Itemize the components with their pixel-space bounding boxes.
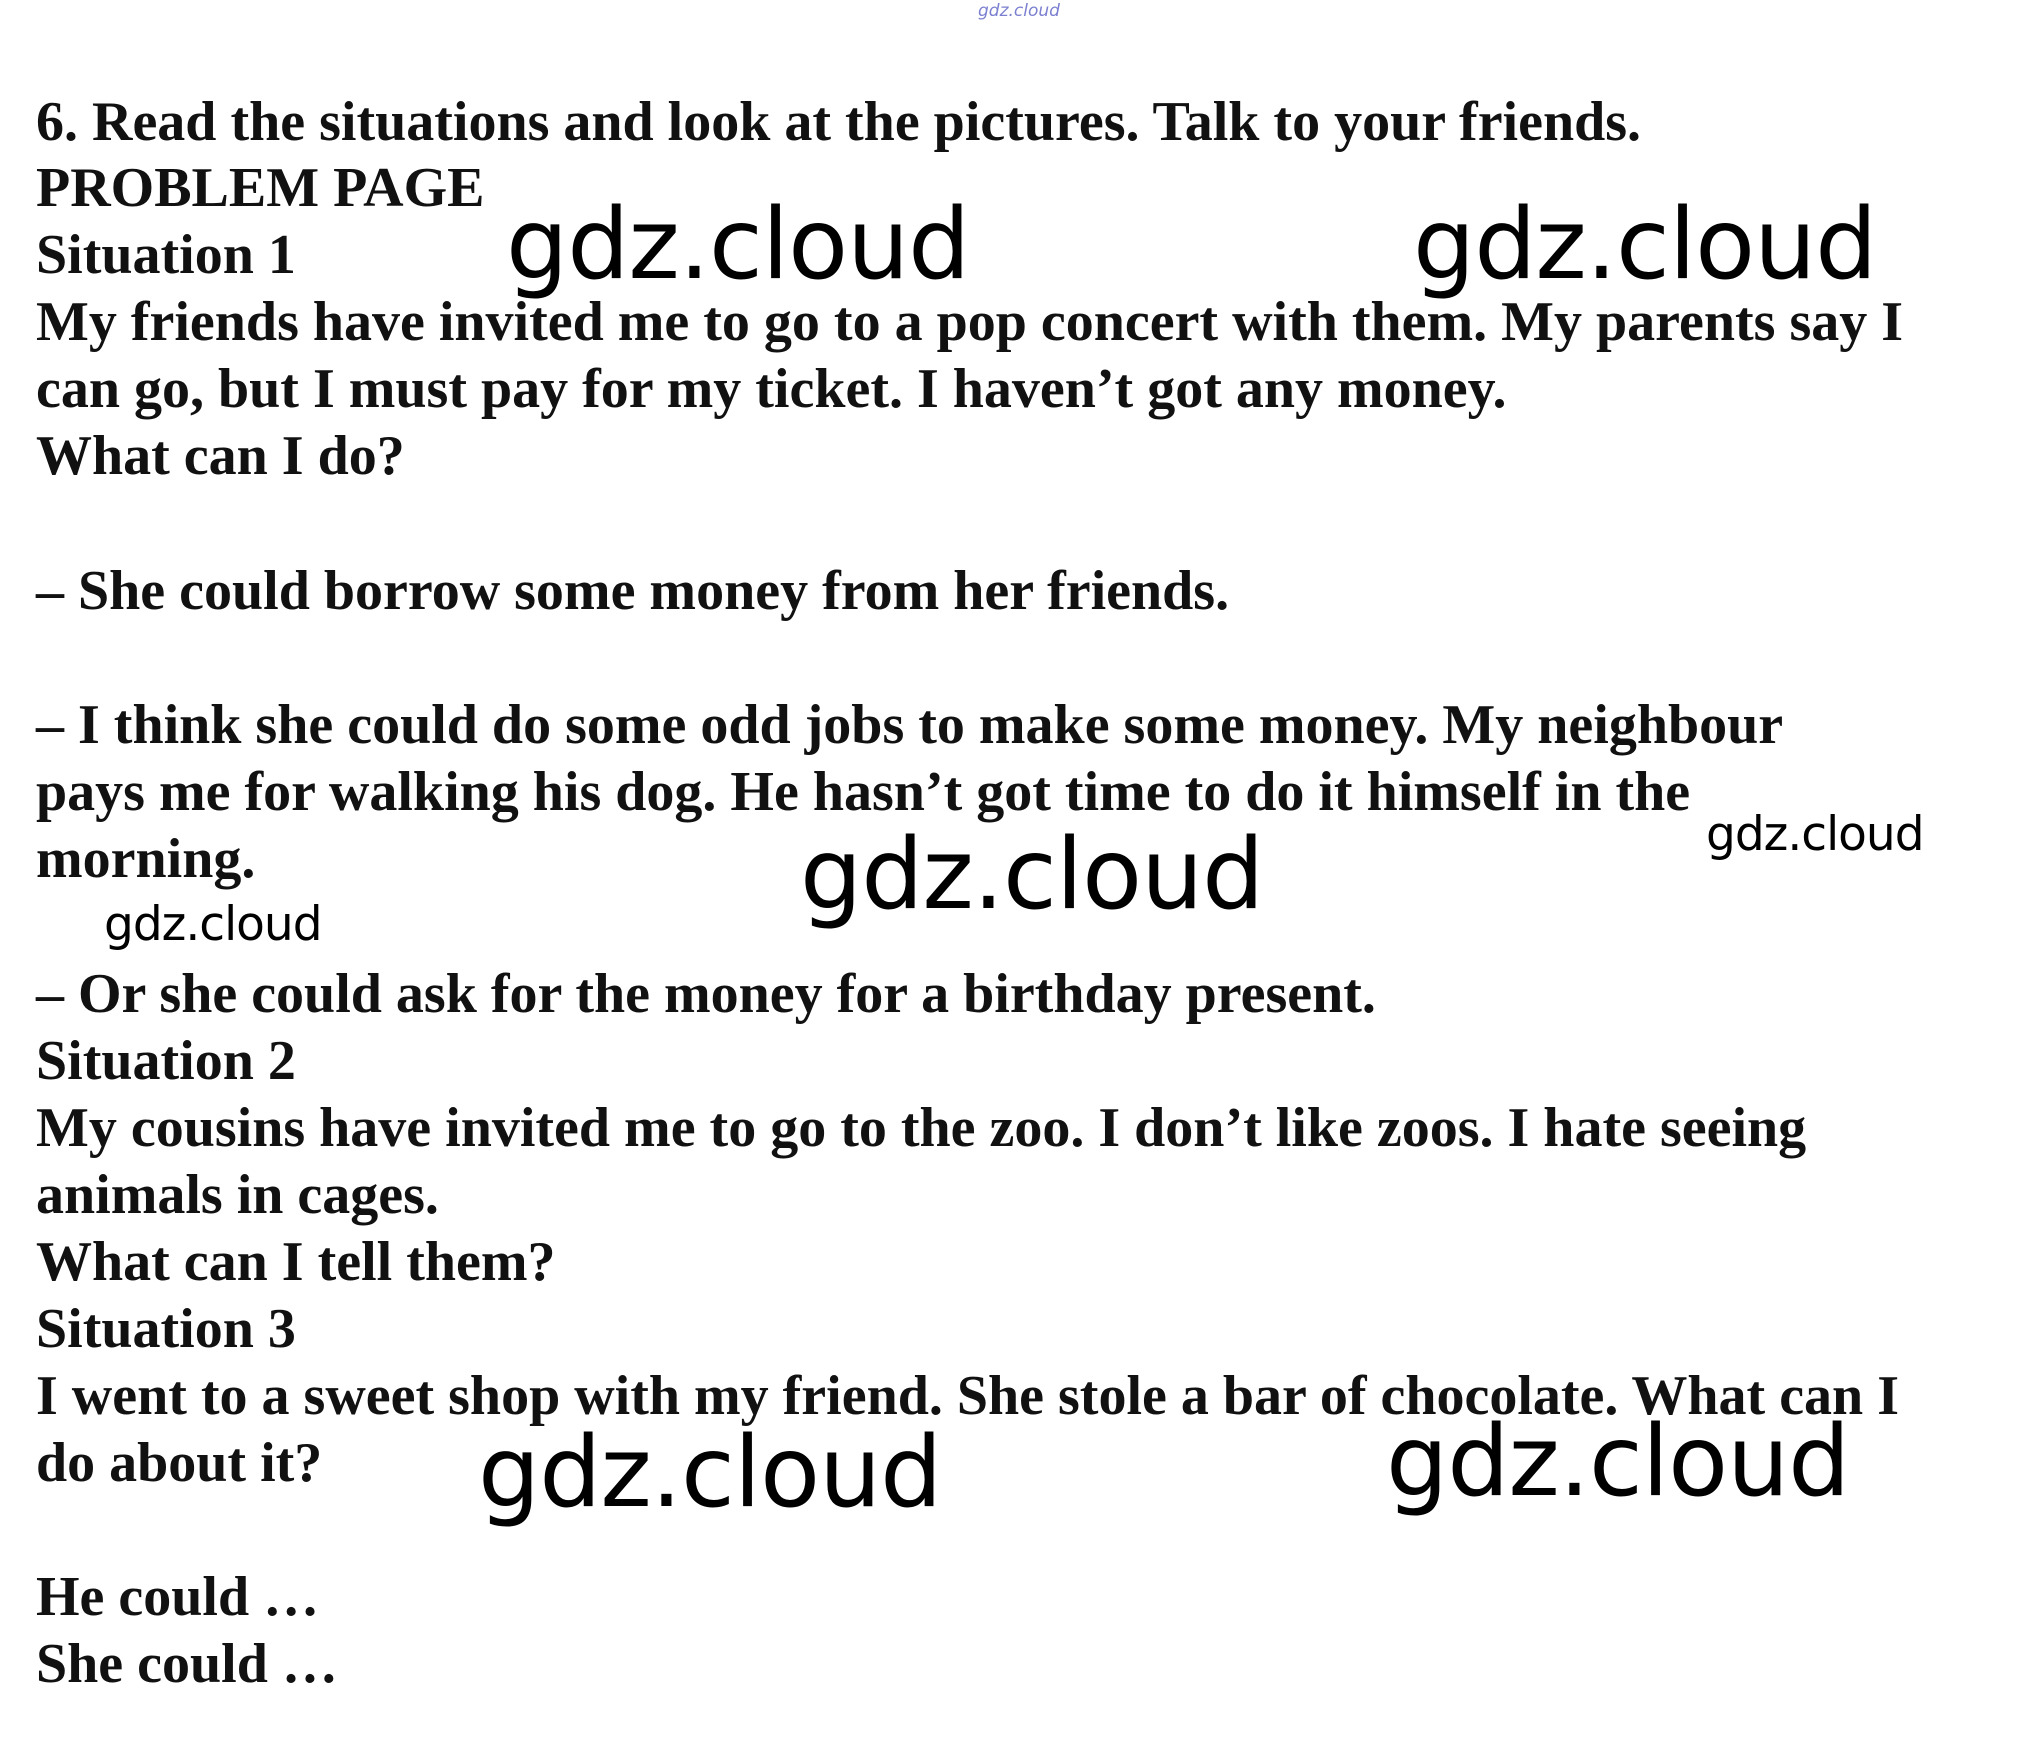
watermark: gdz.cloud xyxy=(800,818,1264,932)
answer-line: – I think she could do some odd jobs to make some money. My neighbour xyxy=(36,694,1784,756)
watermark: gdz.cloud xyxy=(1706,807,1924,862)
answer-line: morning. xyxy=(36,828,256,890)
answer-line: – She could borrow some money from her friends. xyxy=(36,560,1230,622)
situation-3-text-line: do about it? xyxy=(36,1432,323,1494)
situation-2-text-line: My cousins have invited me to go to the zoo. I don’t like zoos. I hate seeing xyxy=(36,1097,1807,1159)
situation-1-heading: Situation 1 xyxy=(36,224,296,286)
situation-2-heading: Situation 2 xyxy=(36,1030,296,1092)
situation-2-question: What can I tell them? xyxy=(36,1231,556,1293)
sentence-starter: He could … xyxy=(36,1566,320,1628)
answer-line: – Or she could ask for the money for a birthday present. xyxy=(36,963,1376,1025)
sentence-starter: She could … xyxy=(36,1633,338,1695)
situation-3-text-line: I went to a sweet shop with my friend. She stole a bar of chocolate. What can I xyxy=(36,1365,1899,1427)
watermark: gdz.cloud xyxy=(1386,1405,1850,1519)
situation-1-text-line: My friends have invited me to go to a pop concert with them. My parents say I xyxy=(36,291,1904,353)
situation-1-question: What can I do? xyxy=(36,425,405,487)
section-title: PROBLEM PAGE xyxy=(36,157,485,219)
watermark: gdz.cloud xyxy=(506,188,970,302)
watermark: gdz.cloud xyxy=(1413,188,1877,302)
situation-2-text-line: animals in cages. xyxy=(36,1164,439,1226)
situation-1-text-line: can go, but I must pay for my ticket. I haven’t got any money. xyxy=(36,358,1507,420)
top-watermark: gdz.cloud xyxy=(978,1,1060,21)
watermark: gdz.cloud xyxy=(478,1416,942,1530)
answer-line: pays me for walking his dog. He hasn’t got time to do it himself in the xyxy=(36,761,1691,823)
exercise-instruction: 6. Read the situations and look at the pictures. Talk to your friends. xyxy=(36,91,1642,153)
situation-3-heading: Situation 3 xyxy=(36,1298,296,1360)
watermark: gdz.cloud xyxy=(104,897,322,952)
